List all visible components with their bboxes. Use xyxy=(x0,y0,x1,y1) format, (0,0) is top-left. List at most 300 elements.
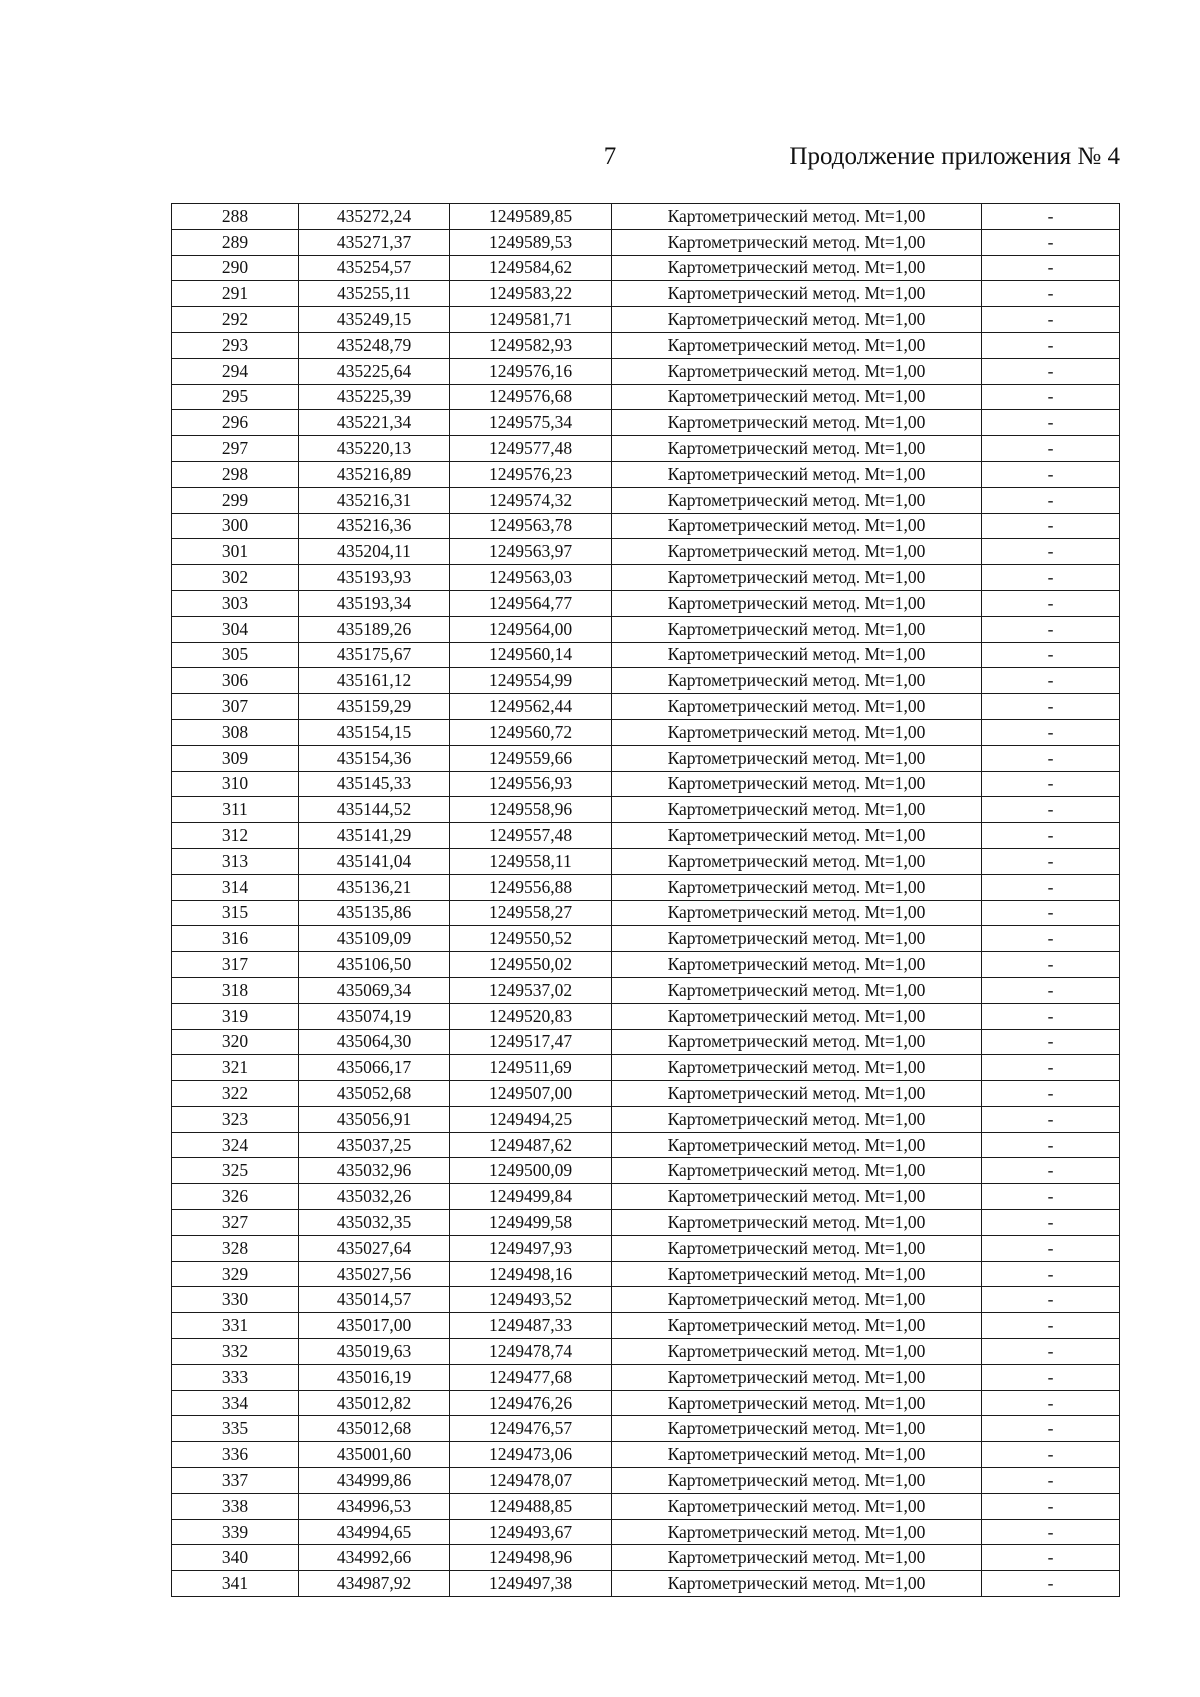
x-coordinate-cell: 435109,09 xyxy=(299,926,450,952)
point-number-cell: 321 xyxy=(172,1055,299,1081)
point-number-cell: 332 xyxy=(172,1339,299,1365)
table-row xyxy=(172,565,1120,591)
method-cell: Картометрический метод. Mt=1,00 xyxy=(612,539,982,565)
y-coordinate-cell: 1249507,00 xyxy=(450,1081,612,1107)
note-cell: - xyxy=(982,461,1120,487)
point-number-cell: 291 xyxy=(172,281,299,307)
x-coordinate-cell: 435204,11 xyxy=(299,539,450,565)
x-coordinate-cell: 435193,93 xyxy=(299,565,450,591)
table-row xyxy=(172,1313,1120,1339)
method-cell: Картометрический метод. Mt=1,00 xyxy=(612,307,982,333)
method-cell: Картометрический метод. Mt=1,00 xyxy=(612,1158,982,1184)
method-cell: Картометрический метод. Mt=1,00 xyxy=(612,332,982,358)
x-coordinate-cell: 435248,79 xyxy=(299,332,450,358)
note-cell: - xyxy=(982,229,1120,255)
y-coordinate-cell: 1249564,00 xyxy=(450,616,612,642)
method-cell: Картометрический метод. Mt=1,00 xyxy=(612,668,982,694)
x-coordinate-cell: 435017,00 xyxy=(299,1313,450,1339)
note-cell: - xyxy=(982,1571,1120,1597)
y-coordinate-cell: 1249562,44 xyxy=(450,694,612,720)
table-row xyxy=(172,1210,1120,1236)
method-cell: Картометрический метод. Mt=1,00 xyxy=(612,900,982,926)
table-row xyxy=(172,1184,1120,1210)
note-cell: - xyxy=(982,539,1120,565)
point-number-cell: 331 xyxy=(172,1313,299,1339)
y-coordinate-cell: 1249498,16 xyxy=(450,1261,612,1287)
point-number-cell: 289 xyxy=(172,229,299,255)
method-cell: Картометрический метод. Mt=1,00 xyxy=(612,1210,982,1236)
x-coordinate-cell: 435225,64 xyxy=(299,358,450,384)
x-coordinate-cell: 435032,35 xyxy=(299,1210,450,1236)
table-row xyxy=(172,513,1120,539)
table-row xyxy=(172,1106,1120,1132)
note-cell: - xyxy=(982,1210,1120,1236)
x-coordinate-cell: 435193,34 xyxy=(299,590,450,616)
table-row xyxy=(172,848,1120,874)
note-cell: - xyxy=(982,487,1120,513)
point-number-cell: 334 xyxy=(172,1390,299,1416)
x-coordinate-cell: 435032,26 xyxy=(299,1184,450,1210)
note-cell: - xyxy=(982,719,1120,745)
point-number-cell: 311 xyxy=(172,797,299,823)
note-cell: - xyxy=(982,1390,1120,1416)
table-row xyxy=(172,668,1120,694)
point-number-cell: 319 xyxy=(172,1003,299,1029)
x-coordinate-cell: 435221,34 xyxy=(299,410,450,436)
method-cell: Картометрический метод. Mt=1,00 xyxy=(612,823,982,849)
y-coordinate-cell: 1249478,07 xyxy=(450,1468,612,1494)
method-cell: Картометрический метод. Mt=1,00 xyxy=(612,977,982,1003)
note-cell: - xyxy=(982,1364,1120,1390)
point-number-cell: 312 xyxy=(172,823,299,849)
method-cell: Картометрический метод. Mt=1,00 xyxy=(612,745,982,771)
table-row xyxy=(172,1235,1120,1261)
note-cell: - xyxy=(982,952,1120,978)
table-row xyxy=(172,642,1120,668)
x-coordinate-cell: 435032,96 xyxy=(299,1158,450,1184)
note-cell: - xyxy=(982,823,1120,849)
method-cell: Картометрический метод. Mt=1,00 xyxy=(612,1339,982,1365)
point-number-cell: 300 xyxy=(172,513,299,539)
x-coordinate-cell: 435141,29 xyxy=(299,823,450,849)
method-cell: Картометрический метод. Mt=1,00 xyxy=(612,1416,982,1442)
point-number-cell: 317 xyxy=(172,952,299,978)
point-number-cell: 324 xyxy=(172,1132,299,1158)
note-cell: - xyxy=(982,694,1120,720)
y-coordinate-cell: 1249563,97 xyxy=(450,539,612,565)
y-coordinate-cell: 1249493,52 xyxy=(450,1287,612,1313)
table-row xyxy=(172,1158,1120,1184)
x-coordinate-cell: 435161,12 xyxy=(299,668,450,694)
y-coordinate-cell: 1249494,25 xyxy=(450,1106,612,1132)
note-cell: - xyxy=(982,1468,1120,1494)
note-cell: - xyxy=(982,1493,1120,1519)
point-number-cell: 294 xyxy=(172,358,299,384)
point-number-cell: 293 xyxy=(172,332,299,358)
point-number-cell: 302 xyxy=(172,565,299,591)
x-coordinate-cell: 435069,34 xyxy=(299,977,450,1003)
x-coordinate-cell: 435019,63 xyxy=(299,1339,450,1365)
x-coordinate-cell: 435056,91 xyxy=(299,1106,450,1132)
method-cell: Картометрический метод. Mt=1,00 xyxy=(612,1235,982,1261)
y-coordinate-cell: 1249537,02 xyxy=(450,977,612,1003)
x-coordinate-cell: 435216,36 xyxy=(299,513,450,539)
table-row xyxy=(172,358,1120,384)
y-coordinate-cell: 1249520,83 xyxy=(450,1003,612,1029)
point-number-cell: 292 xyxy=(172,307,299,333)
note-cell: - xyxy=(982,410,1120,436)
method-cell: Картометрический метод. Mt=1,00 xyxy=(612,410,982,436)
x-coordinate-cell: 435225,39 xyxy=(299,384,450,410)
x-coordinate-cell: 435254,57 xyxy=(299,255,450,281)
point-number-cell: 295 xyxy=(172,384,299,410)
table-row xyxy=(172,461,1120,487)
note-cell: - xyxy=(982,1235,1120,1261)
note-cell: - xyxy=(982,307,1120,333)
method-cell: Картометрический метод. Mt=1,00 xyxy=(612,281,982,307)
y-coordinate-cell: 1249511,69 xyxy=(450,1055,612,1081)
y-coordinate-cell: 1249574,32 xyxy=(450,487,612,513)
y-coordinate-cell: 1249497,93 xyxy=(450,1235,612,1261)
point-number-cell: 341 xyxy=(172,1571,299,1597)
point-number-cell: 333 xyxy=(172,1364,299,1390)
x-coordinate-cell: 435154,36 xyxy=(299,745,450,771)
point-number-cell: 326 xyxy=(172,1184,299,1210)
point-number-cell: 296 xyxy=(172,410,299,436)
table-row xyxy=(172,797,1120,823)
point-number-cell: 299 xyxy=(172,487,299,513)
y-coordinate-cell: 1249478,74 xyxy=(450,1339,612,1365)
note-cell: - xyxy=(982,1132,1120,1158)
y-coordinate-cell: 1249589,53 xyxy=(450,229,612,255)
table-row xyxy=(172,1416,1120,1442)
y-coordinate-cell: 1249487,33 xyxy=(450,1313,612,1339)
table-row xyxy=(172,1081,1120,1107)
table-row xyxy=(172,952,1120,978)
y-coordinate-cell: 1249589,85 xyxy=(450,204,612,230)
point-number-cell: 314 xyxy=(172,874,299,900)
point-number-cell: 320 xyxy=(172,1029,299,1055)
method-cell: Картометрический метод. Mt=1,00 xyxy=(612,1545,982,1571)
method-cell: Картометрический метод. Mt=1,00 xyxy=(612,384,982,410)
y-coordinate-cell: 1249499,58 xyxy=(450,1210,612,1236)
table-row xyxy=(172,1287,1120,1313)
x-coordinate-cell: 435136,21 xyxy=(299,874,450,900)
point-number-cell: 325 xyxy=(172,1158,299,1184)
table-row xyxy=(172,1029,1120,1055)
note-cell: - xyxy=(982,1081,1120,1107)
y-coordinate-cell: 1249493,67 xyxy=(450,1519,612,1545)
point-number-cell: 315 xyxy=(172,900,299,926)
table-row xyxy=(172,1339,1120,1365)
x-coordinate-cell: 435012,68 xyxy=(299,1416,450,1442)
y-coordinate-cell: 1249477,68 xyxy=(450,1364,612,1390)
y-coordinate-cell: 1249560,72 xyxy=(450,719,612,745)
method-cell: Картометрический метод. Mt=1,00 xyxy=(612,229,982,255)
table-row xyxy=(172,694,1120,720)
y-coordinate-cell: 1249550,02 xyxy=(450,952,612,978)
point-number-cell: 327 xyxy=(172,1210,299,1236)
method-cell: Картометрический метод. Mt=1,00 xyxy=(612,1571,982,1597)
x-coordinate-cell: 435064,30 xyxy=(299,1029,450,1055)
note-cell: - xyxy=(982,977,1120,1003)
y-coordinate-cell: 1249559,66 xyxy=(450,745,612,771)
method-cell: Картометрический метод. Mt=1,00 xyxy=(612,719,982,745)
table-row xyxy=(172,719,1120,745)
point-number-cell: 308 xyxy=(172,719,299,745)
table-row xyxy=(172,204,1120,230)
x-coordinate-cell: 435189,26 xyxy=(299,616,450,642)
x-coordinate-cell: 435027,56 xyxy=(299,1261,450,1287)
x-coordinate-cell: 435014,57 xyxy=(299,1287,450,1313)
y-coordinate-cell: 1249583,22 xyxy=(450,281,612,307)
y-coordinate-cell: 1249582,93 xyxy=(450,332,612,358)
point-number-cell: 309 xyxy=(172,745,299,771)
point-number-cell: 307 xyxy=(172,694,299,720)
note-cell: - xyxy=(982,1313,1120,1339)
y-coordinate-cell: 1249575,34 xyxy=(450,410,612,436)
note-cell: - xyxy=(982,797,1120,823)
point-number-cell: 290 xyxy=(172,255,299,281)
method-cell: Картометрический метод. Mt=1,00 xyxy=(612,616,982,642)
note-cell: - xyxy=(982,1158,1120,1184)
note-cell: - xyxy=(982,1055,1120,1081)
table-row xyxy=(172,1519,1120,1545)
table-row xyxy=(172,1571,1120,1597)
note-cell: - xyxy=(982,1287,1120,1313)
table-row xyxy=(172,745,1120,771)
x-coordinate-cell: 434999,86 xyxy=(299,1468,450,1494)
table-row xyxy=(172,977,1120,1003)
y-coordinate-cell: 1249556,88 xyxy=(450,874,612,900)
note-cell: - xyxy=(982,436,1120,462)
method-cell: Картометрический метод. Mt=1,00 xyxy=(612,1313,982,1339)
point-number-cell: 338 xyxy=(172,1493,299,1519)
method-cell: Картометрический метод. Mt=1,00 xyxy=(612,771,982,797)
table-row xyxy=(172,874,1120,900)
x-coordinate-cell: 435037,25 xyxy=(299,1132,450,1158)
method-cell: Картометрический метод. Mt=1,00 xyxy=(612,1287,982,1313)
table-row xyxy=(172,1493,1120,1519)
method-cell: Картометрический метод. Mt=1,00 xyxy=(612,848,982,874)
y-coordinate-cell: 1249576,68 xyxy=(450,384,612,410)
x-coordinate-cell: 434992,66 xyxy=(299,1545,450,1571)
y-coordinate-cell: 1249554,99 xyxy=(450,668,612,694)
table-row xyxy=(172,1468,1120,1494)
page-header-title: Продолжение приложения № 4 xyxy=(789,143,1120,170)
coordinates-table-body xyxy=(172,204,1120,1597)
x-coordinate-cell: 435074,19 xyxy=(299,1003,450,1029)
point-number-cell: 318 xyxy=(172,977,299,1003)
point-number-cell: 335 xyxy=(172,1416,299,1442)
x-coordinate-cell: 435001,60 xyxy=(299,1442,450,1468)
method-cell: Картометрический метод. Mt=1,00 xyxy=(612,513,982,539)
note-cell: - xyxy=(982,565,1120,591)
table-row xyxy=(172,1442,1120,1468)
point-number-cell: 305 xyxy=(172,642,299,668)
y-coordinate-cell: 1249476,57 xyxy=(450,1416,612,1442)
note-cell: - xyxy=(982,255,1120,281)
x-coordinate-cell: 435249,15 xyxy=(299,307,450,333)
coordinates-table xyxy=(171,203,1120,1597)
point-number-cell: 297 xyxy=(172,436,299,462)
x-coordinate-cell: 435271,37 xyxy=(299,229,450,255)
point-number-cell: 322 xyxy=(172,1081,299,1107)
method-cell: Картометрический метод. Mt=1,00 xyxy=(612,1055,982,1081)
note-cell: - xyxy=(982,900,1120,926)
y-coordinate-cell: 1249557,48 xyxy=(450,823,612,849)
point-number-cell: 313 xyxy=(172,848,299,874)
method-cell: Картометрический метод. Mt=1,00 xyxy=(612,1390,982,1416)
point-number-cell: 298 xyxy=(172,461,299,487)
method-cell: Картометрический метод. Mt=1,00 xyxy=(612,565,982,591)
method-cell: Картометрический метод. Mt=1,00 xyxy=(612,874,982,900)
note-cell: - xyxy=(982,1416,1120,1442)
note-cell: - xyxy=(982,204,1120,230)
method-cell: Картометрический метод. Mt=1,00 xyxy=(612,358,982,384)
point-number-cell: 329 xyxy=(172,1261,299,1287)
x-coordinate-cell: 435220,13 xyxy=(299,436,450,462)
note-cell: - xyxy=(982,1184,1120,1210)
method-cell: Картометрический метод. Mt=1,00 xyxy=(612,590,982,616)
table-row xyxy=(172,229,1120,255)
table-row xyxy=(172,539,1120,565)
note-cell: - xyxy=(982,771,1120,797)
y-coordinate-cell: 1249556,93 xyxy=(450,771,612,797)
note-cell: - xyxy=(982,745,1120,771)
point-number-cell: 310 xyxy=(172,771,299,797)
x-coordinate-cell: 435066,17 xyxy=(299,1055,450,1081)
table-row xyxy=(172,1003,1120,1029)
table-row xyxy=(172,900,1120,926)
y-coordinate-cell: 1249576,23 xyxy=(450,461,612,487)
y-coordinate-cell: 1249581,71 xyxy=(450,307,612,333)
method-cell: Картометрический метод. Mt=1,00 xyxy=(612,1029,982,1055)
method-cell: Картометрический метод. Mt=1,00 xyxy=(612,436,982,462)
y-coordinate-cell: 1249500,09 xyxy=(450,1158,612,1184)
y-coordinate-cell: 1249558,11 xyxy=(450,848,612,874)
method-cell: Картометрический метод. Mt=1,00 xyxy=(612,926,982,952)
table-row xyxy=(172,1055,1120,1081)
note-cell: - xyxy=(982,1261,1120,1287)
x-coordinate-cell: 435159,29 xyxy=(299,694,450,720)
point-number-cell: 330 xyxy=(172,1287,299,1313)
point-number-cell: 306 xyxy=(172,668,299,694)
method-cell: Картометрический метод. Mt=1,00 xyxy=(612,1261,982,1287)
point-number-cell: 316 xyxy=(172,926,299,952)
note-cell: - xyxy=(982,332,1120,358)
note-cell: - xyxy=(982,874,1120,900)
x-coordinate-cell: 435012,82 xyxy=(299,1390,450,1416)
note-cell: - xyxy=(982,1339,1120,1365)
x-coordinate-cell: 435016,19 xyxy=(299,1364,450,1390)
method-cell: Картометрический метод. Mt=1,00 xyxy=(612,1132,982,1158)
method-cell: Картометрический метод. Mt=1,00 xyxy=(612,694,982,720)
table-row xyxy=(172,1545,1120,1571)
table-row xyxy=(172,281,1120,307)
y-coordinate-cell: 1249498,96 xyxy=(450,1545,612,1571)
table-row xyxy=(172,616,1120,642)
method-cell: Картометрический метод. Mt=1,00 xyxy=(612,952,982,978)
y-coordinate-cell: 1249558,96 xyxy=(450,797,612,823)
note-cell: - xyxy=(982,642,1120,668)
method-cell: Картометрический метод. Mt=1,00 xyxy=(612,461,982,487)
y-coordinate-cell: 1249488,85 xyxy=(450,1493,612,1519)
table-row xyxy=(172,307,1120,333)
x-coordinate-cell: 435052,68 xyxy=(299,1081,450,1107)
x-coordinate-cell: 435144,52 xyxy=(299,797,450,823)
note-cell: - xyxy=(982,1029,1120,1055)
y-coordinate-cell: 1249563,03 xyxy=(450,565,612,591)
method-cell: Картометрический метод. Mt=1,00 xyxy=(612,1081,982,1107)
y-coordinate-cell: 1249550,52 xyxy=(450,926,612,952)
y-coordinate-cell: 1249563,78 xyxy=(450,513,612,539)
table-row xyxy=(172,823,1120,849)
note-cell: - xyxy=(982,668,1120,694)
point-number-cell: 288 xyxy=(172,204,299,230)
y-coordinate-cell: 1249517,47 xyxy=(450,1029,612,1055)
note-cell: - xyxy=(982,848,1120,874)
y-coordinate-cell: 1249560,14 xyxy=(450,642,612,668)
point-number-cell: 303 xyxy=(172,590,299,616)
y-coordinate-cell: 1249564,77 xyxy=(450,590,612,616)
x-coordinate-cell: 435255,11 xyxy=(299,281,450,307)
y-coordinate-cell: 1249558,27 xyxy=(450,900,612,926)
method-cell: Картометрический метод. Mt=1,00 xyxy=(612,204,982,230)
method-cell: Картометрический метод. Mt=1,00 xyxy=(612,1364,982,1390)
table-row xyxy=(172,410,1120,436)
method-cell: Картометрический метод. Mt=1,00 xyxy=(612,1493,982,1519)
y-coordinate-cell: 1249499,84 xyxy=(450,1184,612,1210)
point-number-cell: 337 xyxy=(172,1468,299,1494)
note-cell: - xyxy=(982,281,1120,307)
x-coordinate-cell: 434994,65 xyxy=(299,1519,450,1545)
y-coordinate-cell: 1249577,48 xyxy=(450,436,612,462)
point-number-cell: 304 xyxy=(172,616,299,642)
table-row xyxy=(172,332,1120,358)
method-cell: Картометрический метод. Mt=1,00 xyxy=(612,1106,982,1132)
table-row xyxy=(172,487,1120,513)
x-coordinate-cell: 435216,89 xyxy=(299,461,450,487)
method-cell: Картометрический метод. Mt=1,00 xyxy=(612,1184,982,1210)
x-coordinate-cell: 435154,15 xyxy=(299,719,450,745)
note-cell: - xyxy=(982,384,1120,410)
table-row xyxy=(172,590,1120,616)
x-coordinate-cell: 435145,33 xyxy=(299,771,450,797)
x-coordinate-cell: 435106,50 xyxy=(299,952,450,978)
page-number: 7 xyxy=(603,143,617,170)
note-cell: - xyxy=(982,358,1120,384)
y-coordinate-cell: 1249497,38 xyxy=(450,1571,612,1597)
note-cell: - xyxy=(982,590,1120,616)
table-row xyxy=(172,771,1120,797)
table-row xyxy=(172,1390,1120,1416)
point-number-cell: 336 xyxy=(172,1442,299,1468)
x-coordinate-cell: 434987,92 xyxy=(299,1571,450,1597)
note-cell: - xyxy=(982,1442,1120,1468)
x-coordinate-cell: 435027,64 xyxy=(299,1235,450,1261)
table-row xyxy=(172,1261,1120,1287)
method-cell: Картометрический метод. Mt=1,00 xyxy=(612,1003,982,1029)
x-coordinate-cell: 435141,04 xyxy=(299,848,450,874)
x-coordinate-cell: 435175,67 xyxy=(299,642,450,668)
table-row xyxy=(172,436,1120,462)
note-cell: - xyxy=(982,1545,1120,1571)
method-cell: Картометрический метод. Mt=1,00 xyxy=(612,487,982,513)
method-cell: Картометрический метод. Mt=1,00 xyxy=(612,1442,982,1468)
x-coordinate-cell: 434996,53 xyxy=(299,1493,450,1519)
x-coordinate-cell: 435216,31 xyxy=(299,487,450,513)
